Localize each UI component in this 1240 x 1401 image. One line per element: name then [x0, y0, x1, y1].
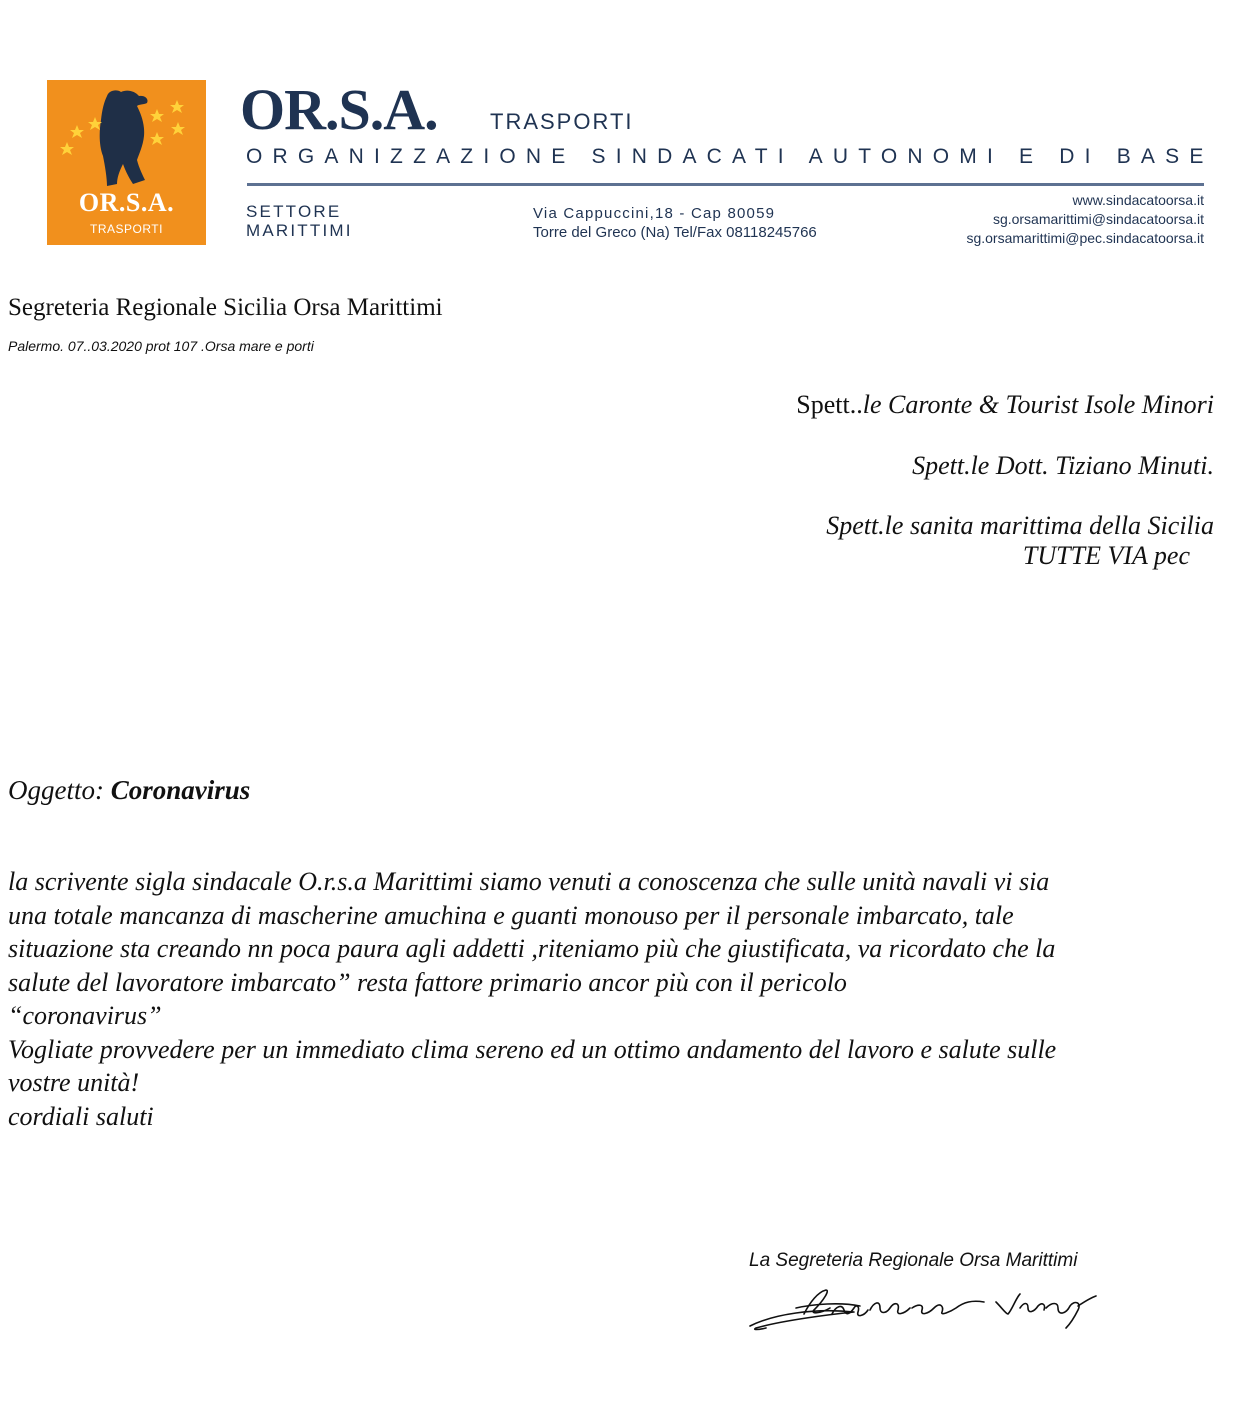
sector-line-1: SETTORE [246, 202, 342, 221]
body-line: la scrivente sigla sindacale O.r.s.a Marittimi siamo venuti a conoscenza che sulle unità navali vi sia [8, 867, 1050, 896]
recipient-1-name: le Caronte & Tourist Isole Minori [862, 390, 1214, 419]
brand-subtitle: TRASPORTI [490, 109, 634, 134]
recipient-1-prefix: Spett.. [796, 390, 863, 419]
header-divider [247, 183, 1204, 186]
signature-label: La Segreteria Regionale Orsa Marittimi [749, 1250, 1078, 1271]
brand-title: OR.S.A. [240, 77, 438, 142]
organization-name: ORGANIZZAZIONE SINDACATI AUTONOMI E DI BASE [246, 145, 1214, 168]
protocol-line: Palermo. 07..03.2020 prot 107 .Orsa mare e porti [8, 338, 314, 354]
recipient-3-note: TUTTE VIA pec [1022, 541, 1190, 570]
body-line: vostre unità! [8, 1068, 140, 1097]
website-link[interactable]: www.sindacatoorsa.it [1072, 192, 1204, 208]
email-link[interactable]: sg.orsamarittimi@sindacatoorsa.it [992, 211, 1204, 227]
body-line: Vogliate provvedere per un immediato clima sereno ed un ottimo andamento del lavoro e salute sulle [8, 1034, 1057, 1064]
handwritten-signature [744, 1284, 1109, 1336]
logo-name: OR.S.A. [78, 188, 175, 217]
body-line: una totale mancanza di mascherine amuchina e guanti monouso per il personale imbarcato, tale [8, 900, 1014, 930]
body-line: cordiali saluti [8, 1101, 154, 1131]
bear-icon [47, 80, 206, 245]
recipient-3: Spett.le sanita marittima della Sicilia [826, 511, 1214, 540]
contacts-block [966, 191, 1204, 248]
address-line-2: Torre del Greco (Na) Tel/Fax 08118245766 [533, 224, 817, 241]
sender-name: Segreteria Regionale Sicilia Orsa Marittimi [8, 294, 443, 321]
address-block [533, 204, 817, 242]
subject-line [8, 775, 250, 806]
subject-value: Coronavirus [110, 775, 251, 805]
letter-body [8, 865, 1228, 1133]
address-line-1: Via Cappuccini,18 - Cap 80059 [533, 205, 776, 222]
sector-label [246, 202, 353, 240]
body-line: salute del lavoratore imbarcato” resta fattore primario ancor più con il pericolo [8, 967, 847, 997]
logo-subtitle: TRASPORTI [90, 222, 163, 236]
sector-line-2: MARITTIMI [246, 221, 353, 240]
recipient-2: Spett.le Dott. Tiziano Minuti. [912, 451, 1214, 480]
pec-link[interactable]: sg.orsamarittimi@pec.sindacatoorsa.it [966, 230, 1204, 246]
subject-label: Oggetto: [8, 775, 104, 805]
body-line: “coronavirus” [8, 1001, 162, 1030]
orsa-logo [47, 80, 206, 245]
body-line: situazione sta creando nn poca paura agli addetti ,riteniamo più che giustificata, va ricordato che la [8, 934, 1056, 963]
recipient-1 [796, 390, 1214, 420]
